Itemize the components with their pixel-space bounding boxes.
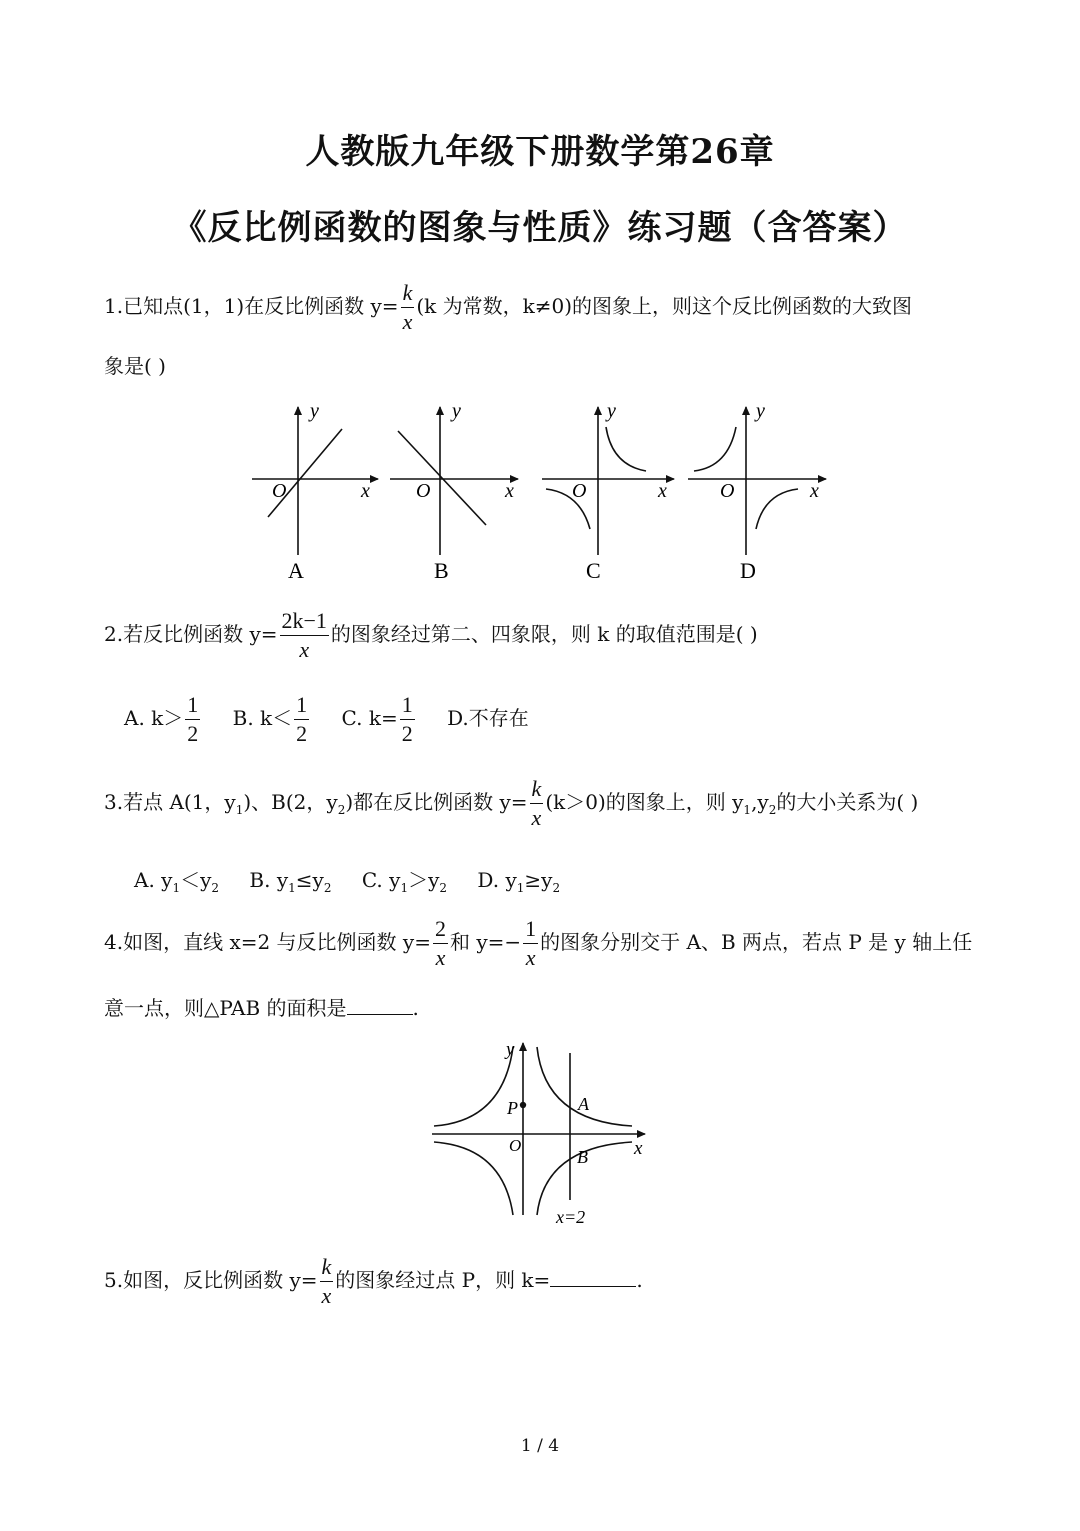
question-1-graphs [0, 395, 1080, 590]
title-line-1: 人教版九年级下册数学第26章 [305, 132, 775, 172]
graph-d-option-label: D [740, 558, 756, 583]
q4-p-label: P [507, 1098, 518, 1118]
title-line-2: 《反比例函数的图象与性质》练习题（含答案） [172, 208, 908, 248]
q1-text-post: (k 为常数，k≠0)的图象上，则这个反比例函数的大致图 [416, 294, 913, 318]
q4-x-label: x [634, 1138, 643, 1159]
q4-y-label: y [506, 1039, 515, 1060]
q4-a-label: A [578, 1094, 589, 1114]
graph-c [542, 407, 674, 555]
question-4-figure [420, 1035, 670, 1230]
q3-option-a: A. $y_1<y_2$ [134, 868, 220, 895]
page-number: 1 / 4 [520, 1436, 560, 1456]
graph-b [390, 407, 518, 555]
question-4-line-2: 意一点，则△PAB 的面积是 . [104, 996, 419, 1020]
graph-d-x-label: x [810, 480, 819, 502]
q4-fraction-2: $\frac{1}{x}$ [525, 916, 537, 970]
q2-option-b: B. k＜ $\frac{1}{2}$ [232, 692, 308, 746]
graph-b-x-label: x [505, 480, 514, 502]
q3-option-c: C. $y_1>y_2$ [361, 868, 448, 895]
q2-option-c: C. k= $\frac{1}{2}$ [341, 692, 413, 746]
q4-curve-q1 [537, 1047, 632, 1126]
q2-option-d: D.不存在 [447, 706, 529, 730]
q3-option-b: B. $y_1\le y_2$ [249, 868, 332, 895]
q2-text-pre: 2.若反比例函数 y= [104, 622, 278, 646]
graph-a [252, 407, 378, 555]
q2-fraction: $\frac{2k-1}{x}$ [281, 608, 327, 662]
graph-c-x-label: x [658, 480, 667, 502]
question-4-line-1: 4.如图，直线 x=2 与反比例函数 y= $\frac{2}{x}$ 和 y=− $\frac{1}{x}$ 的图象分别交于 A、B 两点，若点 P 是 y 轴上任 [104, 916, 973, 970]
graph-b-option-label: B [434, 558, 449, 583]
q4-b-label: B [577, 1147, 588, 1167]
graph-d-origin-label: O [720, 480, 735, 502]
q3-option-d: D. $y_1\ge y_2$ [477, 868, 561, 895]
question-1-line-2: 象是( ) [104, 354, 166, 378]
q4-answer-blank[interactable] [347, 996, 413, 1015]
q2-option-a: A. k＞ $\frac{1}{2}$ [124, 692, 199, 746]
q2-text-post: 的图象经过第二、四象限，则 k 的取值范围是( ) [330, 622, 758, 646]
q4-point-p [520, 1102, 526, 1108]
graph-a-y-label: y [310, 400, 319, 422]
q4-curve-q3 [434, 1142, 513, 1215]
graph-a-origin-label: O [272, 480, 287, 502]
question-1-line-1 [104, 282, 912, 333]
question-2-options [124, 694, 553, 745]
question-3-line-1: 3.若点 A(1，$y_1$)、B(2，$y_2$)都在反比例函数 y= $\frac{k}{x}$ (k＞0)的图象上，则 $y_1,y_2$的大小关系为( ) [104, 776, 919, 830]
q3-fraction: $\frac{k}{x}$ [531, 776, 542, 830]
q4-fraction-1: $\frac{2}{x}$ [434, 916, 446, 970]
question-2-line-1 [104, 610, 758, 661]
graph-a-option-label: A [288, 558, 304, 583]
graph-a-x-label: x [361, 480, 370, 502]
graph-c-y-label: y [607, 400, 616, 422]
q5-fraction: $\frac{k}{x}$ [321, 1254, 332, 1308]
graph-d [688, 407, 826, 555]
graph-b-y-label: y [452, 400, 461, 422]
q4-origin-label: O [509, 1136, 522, 1155]
q1-text-pre: 1.已知点(1，1)在反比例函数 y= [104, 294, 399, 318]
graph-c-origin-label: O [572, 480, 587, 502]
question-5-line-1: 5.如图，反比例函数 y= $\frac{k}{x}$ 的图象经过点 P，则 k= . [104, 1254, 643, 1308]
graph-c-option-label: C [586, 558, 601, 583]
graph-d-y-label: y [756, 400, 765, 422]
q4-curve-q2 [434, 1047, 513, 1126]
q1-fraction: $\frac{k}{x}$ [402, 280, 413, 334]
question-3-options [134, 864, 584, 895]
graph-b-origin-label: O [416, 480, 431, 502]
q4-line-label: x=2 [556, 1207, 586, 1227]
q5-answer-blank[interactable] [550, 1268, 636, 1287]
